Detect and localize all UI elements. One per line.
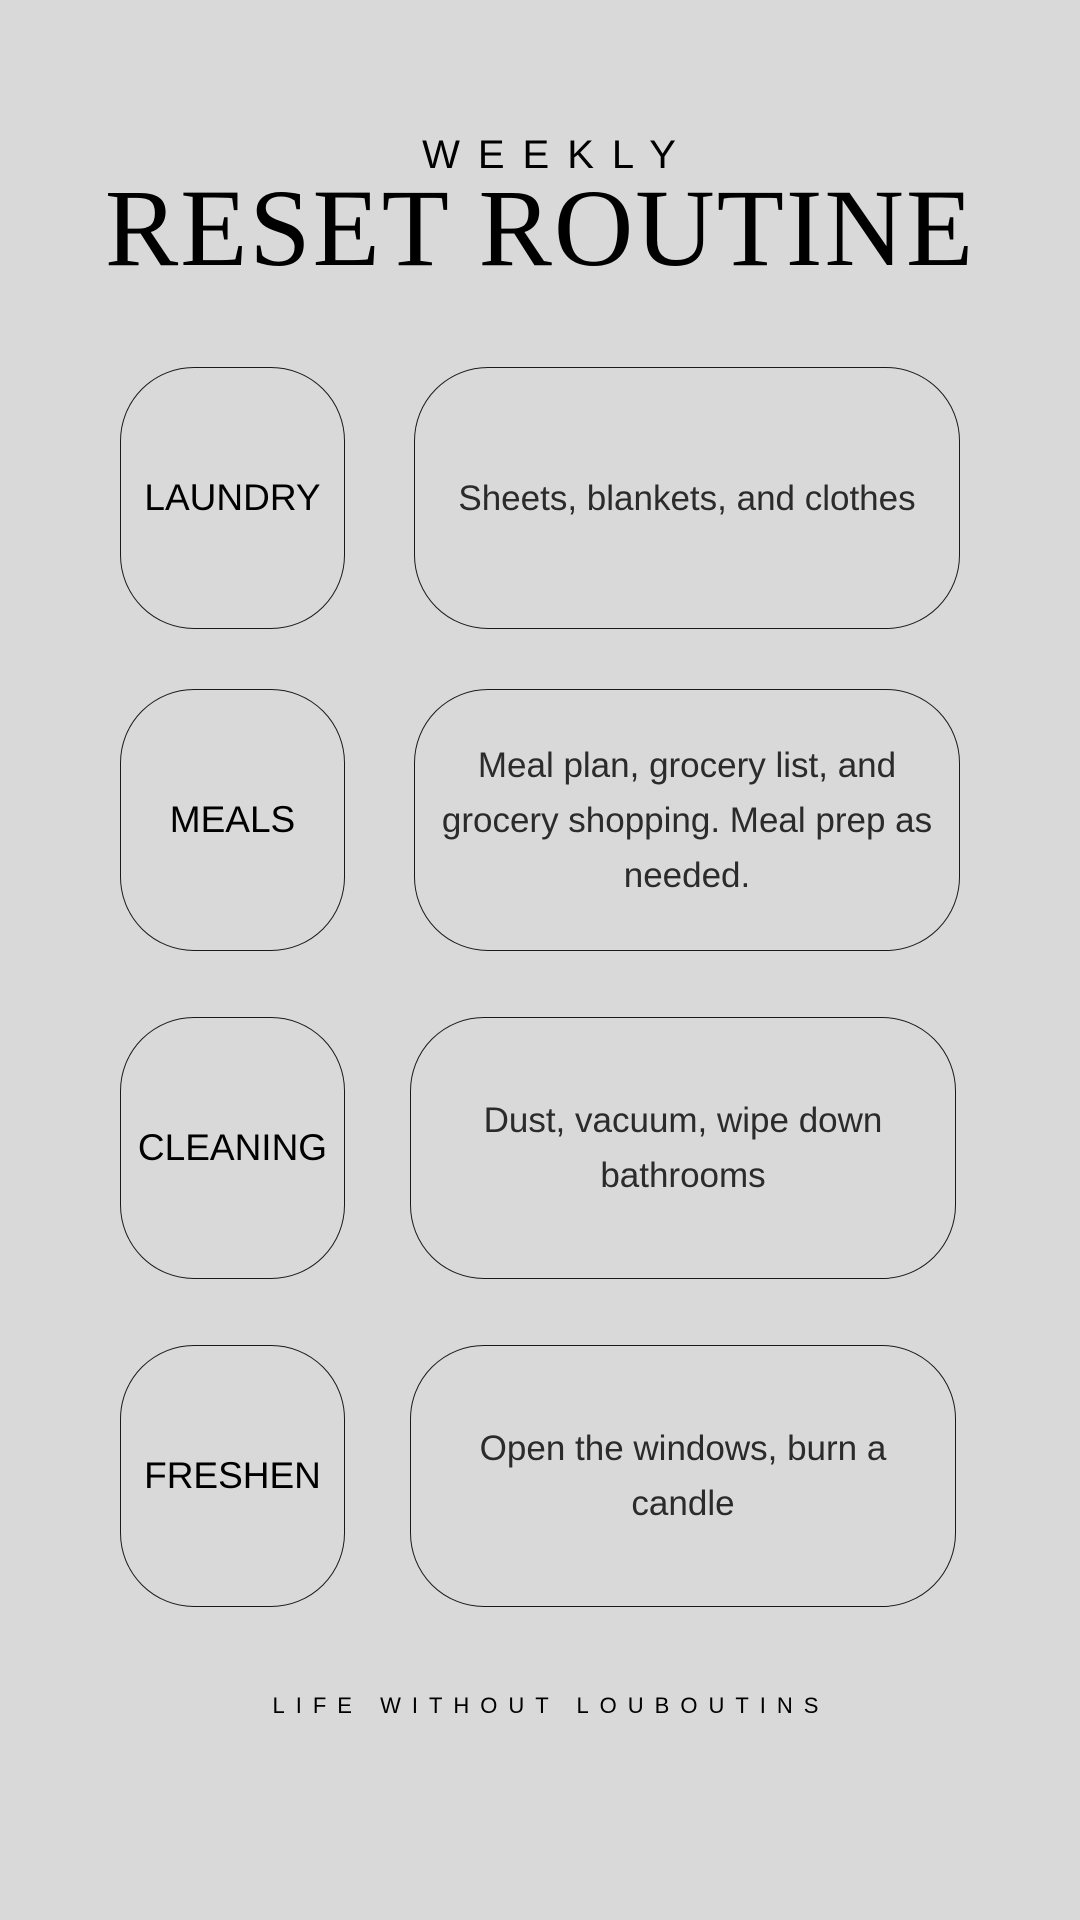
subtitle: WEEKLY [422, 133, 694, 177]
category-description-meals: Meal plan, grocery list, and grocery shopping. Meal prep as needed. [414, 689, 960, 951]
category-label-freshen: FRESHEN [120, 1345, 345, 1607]
footer-brand: LIFE WITHOUT LOUBOUTINS [272, 1693, 830, 1718]
category-label-laundry: LAUNDRY [120, 367, 345, 629]
category-description-freshen: Open the windows, burn a candle [410, 1345, 956, 1607]
category-description-laundry: Sheets, blankets, and clothes [414, 367, 960, 629]
category-label-cleaning: CLEANING [120, 1017, 345, 1279]
category-description-cleaning: Dust, vacuum, wipe down bathrooms [410, 1017, 956, 1279]
page-title: RESET ROUTINE [104, 167, 976, 289]
category-label-meals: MEALS [120, 689, 345, 951]
